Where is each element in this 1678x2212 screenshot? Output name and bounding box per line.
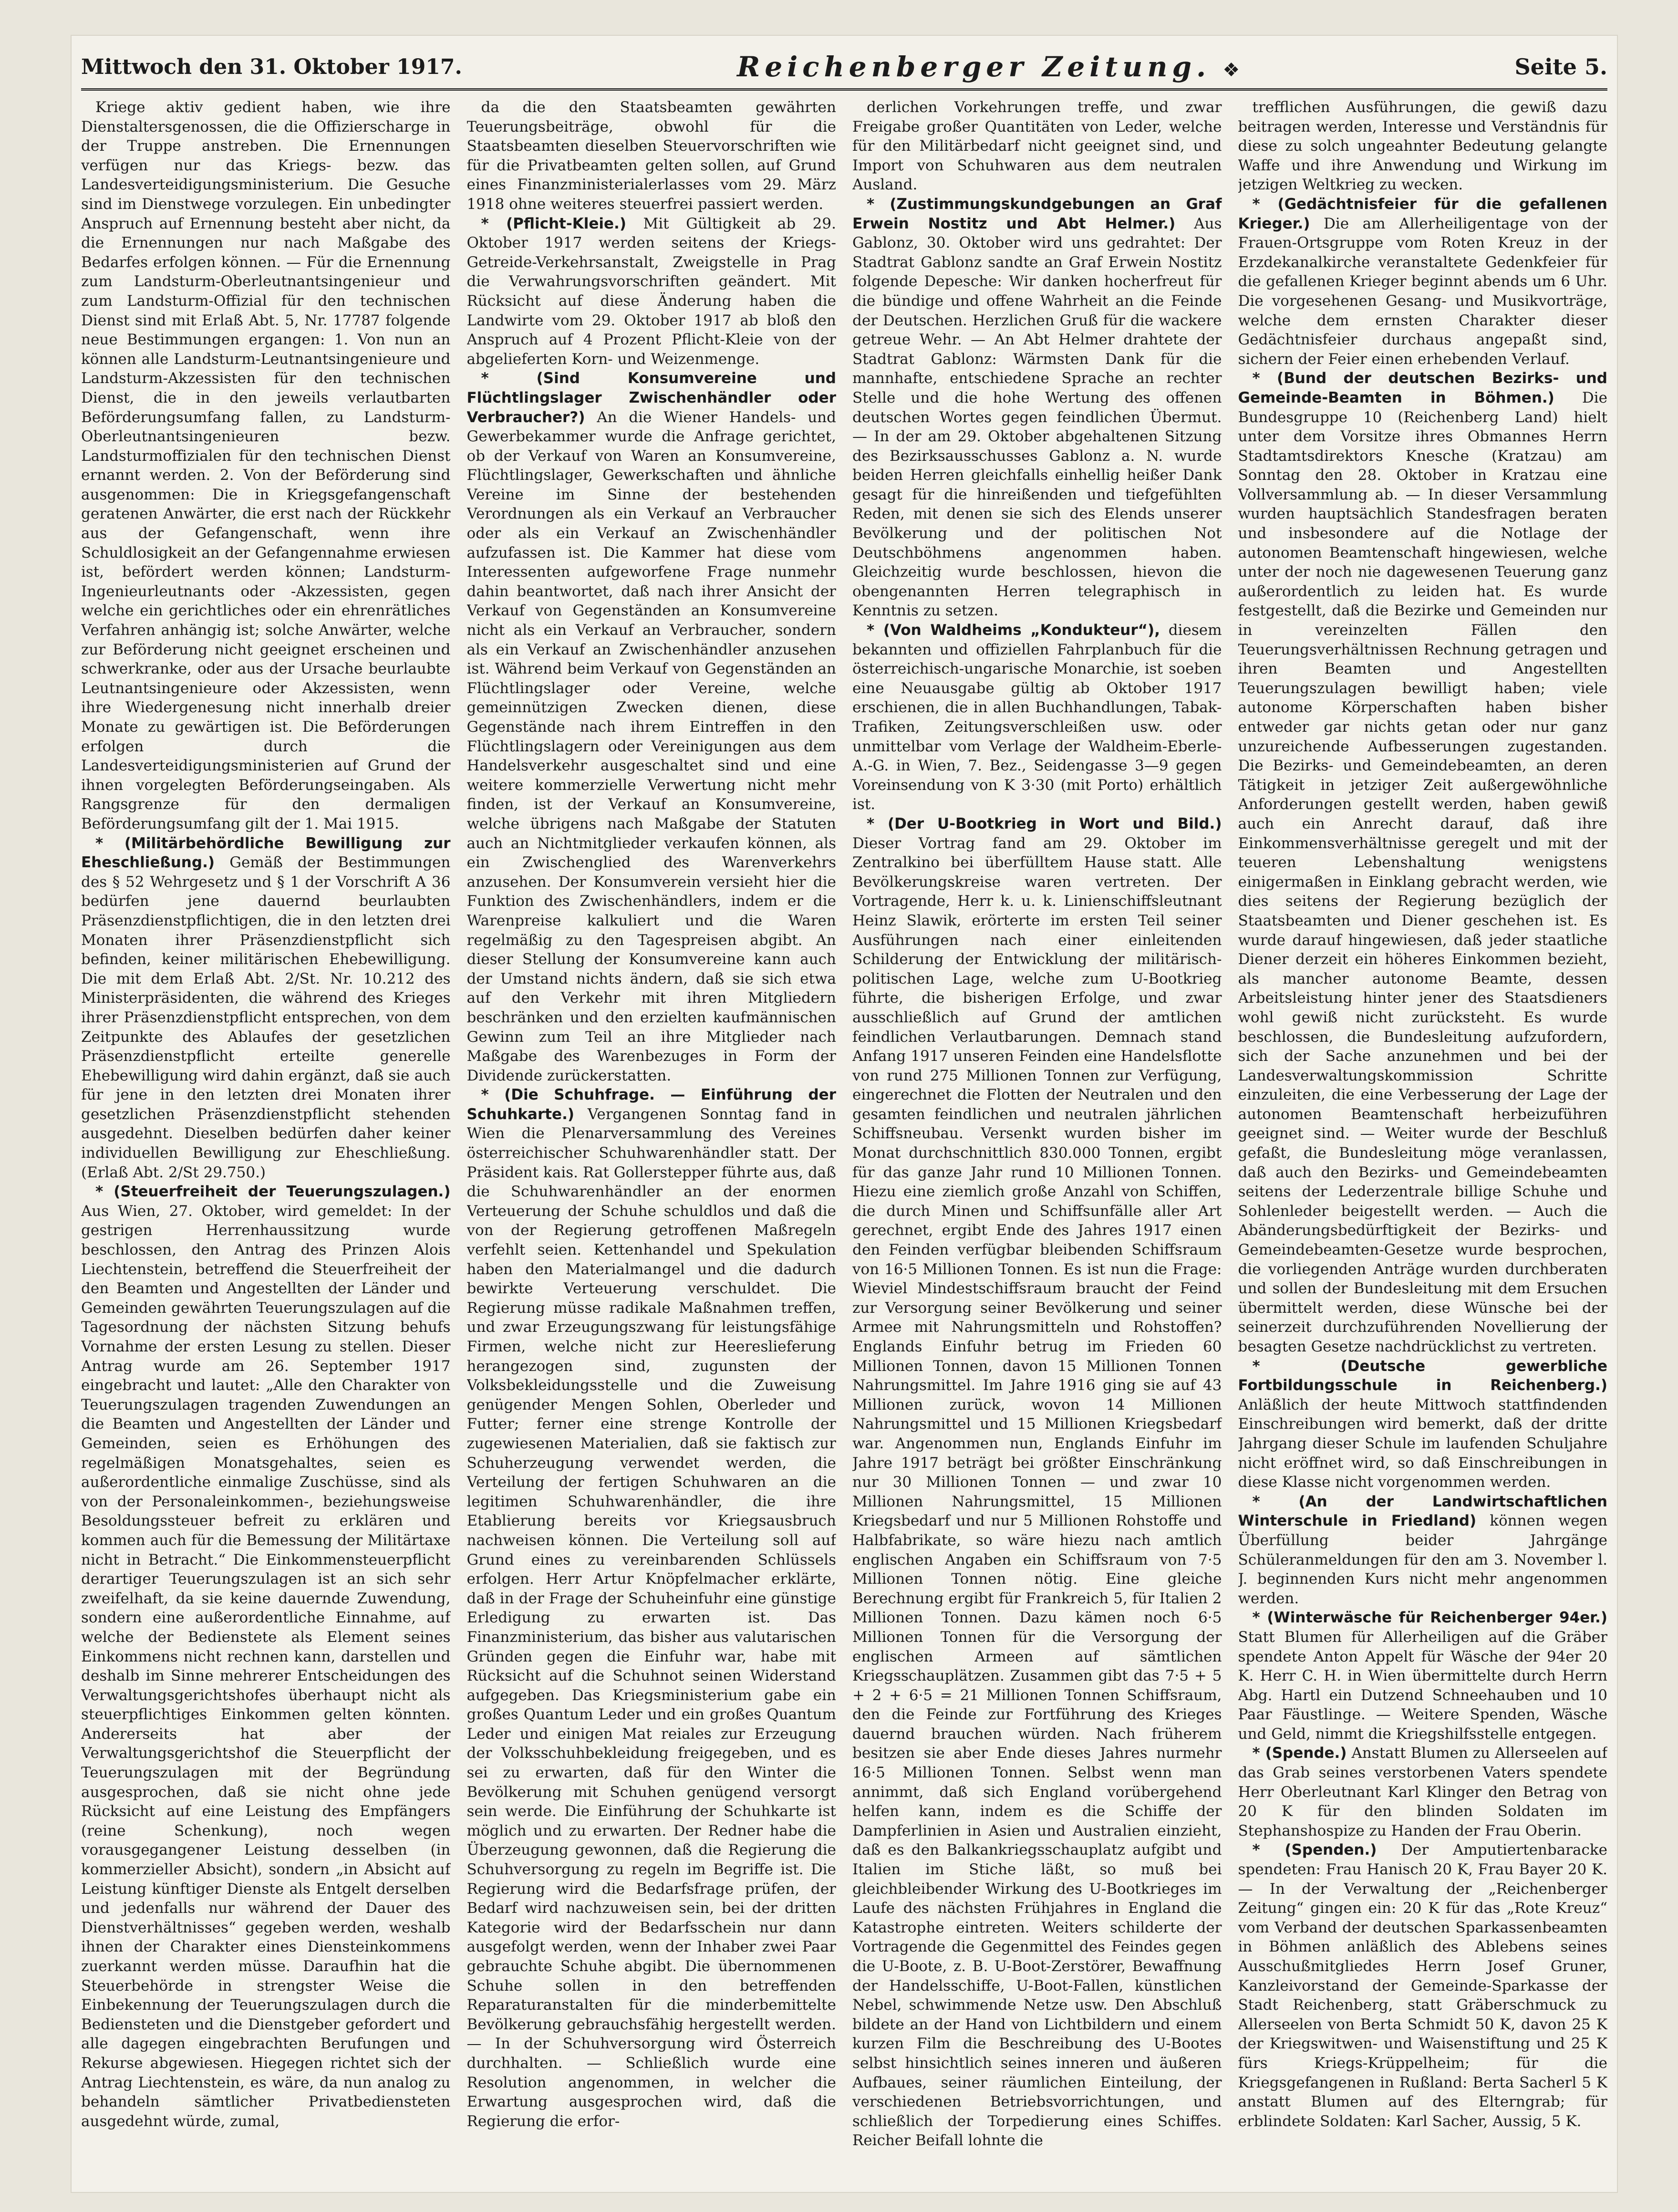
- article-paragraph: [852, 621, 1222, 814]
- article-text: Kriege aktiv gedient haben, wie ihre Dienstaltersgenossen, die die Offizierscharge in der Truppe anstreben. Die Ernennungen verfügen nur das Kriegs- bezw. das Landesverteidigungsministerium. Die Gesuche sind im Dienstwege vorzulegen. Ein unbedingter Anspruch auf Ernennung besteht aber nicht, da die Ernennungen nur nach Maßgabe des Bedarfes erfolgen können. — Für die Ernennung zum Landsturm-Oberleutnantsingenieur und zum Landsturm-Offizial für den technischen Dienst sind mit Erlaß Abt. 5, Nr. 17787 folgende neue Bestimmungen ergangen: 1. Von nun an können alle Landsturm-Leutnantsingenieure und Landsturm-Akzessisten für den technischen Dienst, die in den jeweils verlautbarten Beförderungsumfang fallen, zu Landsturm-Oberleutnantsingenieuren bezw. Landsturmoffizialen für den technischen Dienst ernannt werden. 2. Von der Beförderung sind ausgenommen: Die in Kriegsgefangenschaft geratenen Anwärter, die erst nach der Rückkehr aus der Gefangenschaft, wenn ihre Schuldlosigkeit an der Gefangennahme erwiesen ist, befördert werden können; Landsturm-Ingenieurleutnants oder -Akzessisten, gegen welche ein gerichtliches oder ein ehrenrätliches Verfahren anhängig ist; solche Anwärter, welche zur Beförderung nicht geeignet erscheinen und schwerkranke, oder aus der Ursache beurlaubte Leutnantsingenieure oder Akzessisten, wenn ihre Wiedergenesung nicht innerhalb dreier Monate zu gewärtigen ist. Die Beförderungen erfolgen durch die Landesverteidigungsministerien auf Grund der ihnen vorgelegten Beförderungseingaben. Als Rangsgrenze für den dermaligen Beförderungsumfang gilt der 1. Mai 1915.: [81, 99, 451, 832]
- article-text: Die am Allerheiligentage von der Frauen-Ortsgruppe vom Roten Kreuz in der Erzdekanalkirche veranstaltete Gedenkfeier für die gefallenen Krieger beginnt abends um 6 Uhr. Die vorgesehenen Gesang- und Musikvorträge, welche dem ernsten Charakter dieser Gedächtnisfeier durchaus angepaßt sind, sichern der Feier einen erhebenden Verlauf.: [1238, 215, 1607, 368]
- article-text: Dieser Vortrag fand am 29. Oktober im Zentralkino bei überfülltem Hause statt. Alle Bevölkerungskreise waren vertreten. Der Vortragende, Herr k. u. k. Linienschiffsleutnant Heinz Slawik, erörterte im ersten Teil seiner Ausführungen nach einer einleitenden Schilderung der Entwicklung der militärisch-politischen Lage, welche zum U-Bootkrieg führte, die bisherigen Erfolge, und zwar ausschließlich auf Grund der amtlichen feindlichen Verlautbarungen. Demnach stand Anfang 1917 unseren Feinden eine Handelsflotte von rund 275 Millionen Tonnen zur Verfügung, eingerechnet die Flotten der Neutralen und den gesamten feindlichen und neutralen jährlichen Schiffsneubau. Versenkt wurden bisher im Monat durchschnittlich 830.000 Tonnen, ergibt für das ganze Jahr rund 10 Millionen Tonnen. Hiezu eine ziemlich große Anzahl von Schiffen, die durch Minen und Schiffsunfälle aller Art gerechnet, ergibt Ende des Jahres 1917 einen den Feinden verfügbar bleibenden Schiffsraum von 16·5 Millionen Tonnen. Es ist nun die Frage: Wieviel Mindestschiffsraum braucht der Feind zur Versorgung seiner Bevölkerung und seiner Armee mit Nahrungsmitteln und Rohstoffen? Englands Einfuhr betrug im Frieden 60 Millionen Tonnen, davon 15 Millionen Tonnen Nahrungsmittel. Im Jahre 1916 ging sie auf 43 Millionen zurück, wovon 14 Millionen Nahrungsmittel und 15 Millionen Kriegsbedarf war. Angenommen nun, Englands Einfuhr im Jahre 1917 beträgt bei größter Einschränkung nur 30 Millionen Tonnen — und zwar 10 Millionen Nahrungsmittel, 15 Millionen Kriegsbedarf und nur 5 Millionen Rohstoffe und Halbfabrikate, so wäre hiezu nach amtlich englischen Angaben ein Schiffsraum von 7·5 Millionen Tonnen nötig. Eine gleiche Berechnung ergibt für Frankreich 5, für Italien 2 Millionen Tonnen. Dazu kämen noch 6·5 Millionen Tonnen für die Versorgung der englischen Armeen auf sämtlichen Kriegsschauplätzen. Zusammen gibt das 7·5 + 5 + 2 + 6·5 = 21 Millionen Tonnen Schiffsraum, den die Feinde zur Fortführung des Krieges dauernd brauchen würden. Nach früherem besitzen sie aber Ende dieses Jahres nurmehr 16·5 Millionen Tonnen. Selbst wenn man annimmt, daß sich England vorübergehend helfen kann, indem es die Schiffe der Dampferlinien in Asien und Australien einzieht, daß es den Balkankriegsschauplatz aufgibt und Italien im Stiche läßt, so muß bei gleichbleibender Wirkung des U-Bootkrieges im Laufe des nächsten Frühjahres in England die Katastrophe eintreten. Weiters schilderte der Vortragende die Gegenmittel des Feindes gegen die U-Boote, z. B. U-Boot-Zerstörer, Bewaffnung der Handelsschiffe, U-Boot-Fallen, künstlichen Nebel, schwimmende Netze usw. Den Abschluß bildete an der Hand von Lichtbildern und einem kurzen Film die Beschreibung des U-Bootes selbst hinsichtlich seines inneren und äußeren Aufbaues, seiner räumlichen Einteilung, der verschiedenen Betriebsvorrichtungen, und schließlich der Torpedierung eines Schiffes. Reicher Beifall lohnte die: [852, 834, 1222, 2150]
- article-paragraph: [1238, 98, 1608, 195]
- article-headline: * (Spende.): [1252, 1745, 1347, 1762]
- article-paragraph: [1238, 1357, 1608, 1492]
- article-text: Anstatt Blumen zu Allerseelen auf das Grab seines verstorbenen Vaters spendete Herr Oberleutnant Karl Klinger den Betrag von 20 K für den blinden Soldaten im Stephanshospize zu Handen der Frau Oberin.: [1238, 1745, 1607, 1839]
- masthead: [81, 45, 1607, 91]
- article-headline: * (Pflicht-Kleie.): [481, 215, 627, 232]
- article-text: Statt Blumen für Allerheiligen auf die Gräber spendete Anton Appelt für Wäsche der 94er 20 K. Herr C. H. in Wien übermittelte durch Herrn Abg. Hartl ein Dutzend Schneehauben und 10 Paar Fäustlinge. — Weitere Spenden, Wäsche und Geld, nimmt die Kriegshilfsstelle entgegen.: [1238, 1628, 1607, 1743]
- column-2: [467, 98, 837, 2182]
- newspaper-title: Reichenberger Zeitung.: [737, 51, 1211, 83]
- article-paragraph: [852, 195, 1222, 621]
- article-text: da die den Staatsbeamten gewährten Teuerungsbeiträge, obwohl für die Staatsbeamten dieselben Steuervorschriften wie für die Privatbeamten gelten sollen, auf Grund eines Finanzministerialerlasses vom 29. März 1918 ohne weiteres steuerfrei passiert werden.: [466, 99, 836, 213]
- article-paragraph: [81, 834, 451, 1183]
- article-paragraph: [467, 214, 837, 369]
- article-text: diesem bekannten und offiziellen Fahrplanbuch für die österreichisch-ungarische Monarchie, ist soeben eine Neuausgabe gültig ab Oktober 1917 erschienen, die in allen Buchhandlungen, Tabak-Trafiken, Zeitungsverschleißen usw. oder unmittelbar vom Verlage der Waldheim-Eberle-A.-G. in Wien, 7. Bez., Seidengasse 3—9 gegen Voreinsendung von K 3·30 (mit Porto) erhältlich ist.: [852, 622, 1222, 813]
- article-headline: * (Sind Konsumvereine und Flüchtlingslager Zwischenhändler oder Verbraucher?): [466, 370, 836, 426]
- article-text: Vergangenen Sonntag fand in Wien die Plenarversammlung des Vereines österreichischer Schuhwarenhändler statt. Der Präsident kais. Rat Gollerstepper führte aus, daß die Schuhwarenhändler an der enormen Verteuerung der Schuhe schuldlos und daß die von der Regierung getroffenen Maßregeln verfehlt seien. Kettenhandel und Spekulation haben den Materialmangel und die dadurch bewirkte Verteuerung verschuldet. Die Regierung müsse radikale Maßnahmen treffen, und zwar Erzeugungszwang für leistungsfähige Firmen, welche nicht zur Heereslieferung herangezogen sind, zugunsten der Volksbekleidungsstelle und die Zuweisung genügender Mengen Sohlen, Oberleder und Futter; ferner eine strenge Kontrolle der zugewiesenen Materialien, daß sie faktisch zur Schuherzeugung verwendet werden, die Verteilung der fertigen Schuhwaren an die legitimen Schuhwarenhändler, die ihre Etablierung bereits vor Kriegsausbruch nachweisen können. Die Verteilung soll auf Grund eines zu vereinbarenden Schlüssels erfolgen. Herr Artur Knöpfelmacher erklärte, daß in der Frage der Schuheinfuhr eine günstige Erledigung zu erwarten ist. Das Finanzministerium, das bisher aus valutarischen Gründen gegen die Einfuhr war, habe mit Rücksicht auf die Schuhnot seinen Widerstand aufgegeben. Das Kriegsministerium gabe ein großes Quantum Leder und ein großes Quantum Leder und einigen Mat reiales zur Erzeugung der Volksschuhbekleidung freigegeben, und es sei zu erwarten, daß für den Winter die Bevölkerung mit Schuhen genügend versorgt sein werde. Die Einführung der Schuhkarte ist möglich und zu erwarten. Der Redner habe die Überzeugung gewonnen, daß die Regierung die Schuhversorgung zu regeln im Begriffe ist. Die Regierung wird die Bedarfsfrage prüfen, der Bedarf wird nachzuweisen sein, bei der dritten Kategorie wird der Bedarfsschein nur dann ausgefolgt werden, wenn der Inhaber zwei Paar gebrauchte Schuhe abgibt. Die übernommenen Schuhe sollen in den betreffenden Reparaturanstalten für die minderbemittelte Bevölkerung gebrauchsfähig hergestellt werden. — In der Schuhversorgung wird Österreich durchhalten. — Schließlich wurde eine Resolution angenommen, in welcher die Erwartung ausgesprochen wird, daß die Regierung die erfor-: [466, 1105, 836, 2130]
- article-headline: * (Steuerfreiheit der Teuerungszulagen.): [95, 1183, 451, 1201]
- article-paragraph: [852, 814, 1222, 2150]
- article-headline: * (Die Schuhfrage. — Einführung der Schuhkarte.): [466, 1086, 836, 1123]
- article-headline: * (Bund der deutschen Bezirks- und Gemeinde-Beamten in Böhmen.): [1238, 370, 1607, 406]
- article-paragraph: [467, 98, 837, 214]
- article-text: Gemäß der Bestimmungen des § 52 Wehrgesetz und § 1 der Vorschrift A 36 bedürfen jene dauernd beurlaubten Präsenzdienstpflichtigen, die in den letzten drei Monaten ihrer Präsenzdienstpflicht sich befinden, keiner militärischen Ehebewilligung. Die mit dem Erlaß Abt. 2/St. Nr. 10.212 des Ministerpräsidenten, die während des Krieges ihrer Präsenzdienstpflicht entsprechen, von dem Zeitpunkte des Ablaufes der gesetzlichen Präsenzdienstpflicht erteilte generelle Ehebewilligung wird dahin ergänzt, daß sie auch für jene in den letzten drei Monaten ihrer gesetzlichen Präsenzdienstpflicht stehenden ausgedehnt. Dieselben bedürfen daher keiner individuellen Bewilligung zur Eheschließung. (Erlaß Abt. 2/St 29.750.): [81, 854, 451, 1181]
- article-paragraph: [1238, 1744, 1608, 1840]
- article-text: Aus Gablonz, 30. Oktober wird uns gedrahtet: Der Stadtrat Gablonz sandte an Graf Erwein Nostitz folgende Depesche: Wir danken hocherfreut für die bündige und offene Wahrheit an die Feinde der Deutschen. Herzlichen Gruß für die wackere getreue Wehr. — An Abt Helmer drahtete der Stadtrat Gablonz: Wärmsten Dank für die mannhafte, entschiedene Sprache an rechter Stelle und die hohe Wertung des offenen deutschen Wortes gegen feindlichen Übermut. — In der am 29. Oktober abgehaltenen Sitzung des Bezirksausschusses Gablonz a. N. wurde beiden Herren gleichfalls einhellig heißer Dank gesagt für die hinreißenden und tiefgefühlten Reden, mit denen sie sich des Elends unserer Bevölkerung und der politischen Not Deutschböhmens angenommen haben. Gleichzeitig wurde beschlossen, hievon die obengenannten Herren telegraphisch in Kenntnis zu setzen.: [852, 215, 1222, 620]
- article-paragraph: [1238, 1608, 1608, 1744]
- column-3: [852, 98, 1222, 2182]
- article-headline: * (Deutsche gewerbliche Fortbildungsschule in Reichenberg.): [1238, 1357, 1607, 1394]
- article-paragraph: [81, 1182, 451, 2131]
- article-headline: * (Der U-Bootkrieg in Wort und Bild.): [867, 815, 1222, 832]
- article-paragraph: [467, 369, 837, 1085]
- article-paragraph: [1238, 1492, 1608, 1609]
- article-headline: * (Von Waldheims „Kondukteur“),: [867, 622, 1160, 639]
- article-text: derlichen Vorkehrungen treffe, und zwar Freigabe großer Quantitäten von Leder, welche für den Militärbedarf nicht geeignet sind, und Import von Schuhwaren aus dem neutralen Ausland.: [852, 99, 1222, 194]
- article-headline: * (Spenden.): [1252, 1841, 1377, 1859]
- article-text: Mit Gültigkeit ab 29. Oktober 1917 werden seitens der Kriegs-Getreide-Verkehrsanstalt, Zweigstelle in Prag die Verwahrungsvorschriften geändert. Mit Rücksicht auf diese Änderung haben die Landwirte vom 29. Oktober 1917 ab bloß den Anspruch auf 4 Prozent Pflicht-Kleie von der abgelieferten Korn- und Weizenmenge.: [466, 215, 836, 368]
- article-columns: [81, 98, 1607, 2182]
- article-headline: * (Militärbehördliche Bewilligung zur Eheschließung.): [81, 834, 451, 872]
- article-text: trefflichen Ausführungen, die gewiß dazu beitragen werden, Interesse und Verständnis für diese zu solch ungeahnter Bedeutung gelangte Waffe und ihre Anwendung und Wirkung im jetzigen Weltkrieg zu wecken.: [1238, 99, 1607, 194]
- column-1: [81, 98, 451, 2182]
- article-text: Der Amputiertenbaracke spendeten: Frau Hanisch 20 K, Frau Bayer 20 K. — In der Verwaltung der „Reichenberger Zeitung“ gingen ein: 20 K für das „Rote Kreuz“ vom Verband der deutschen Sparkassenbeamten in Böhmen anläßlich des Ablebens seines Ausschußmitgliedes Herrn Josef Gruner, Kanzleivorstand der Gemeinde-Sparkasse der Stadt Reichenberg, statt Gräberschmuck zu Allerseelen von Berta Schmidt 50 K, davon 25 K der Kriegswitwen- und Waisenstiftung und 25 K fürs Kriegs-Krüppelheim; für die Kriegsgefangenen in Rußland: Berta Sacherl 5 K anstatt Blumen auf des Elterngrab; für erblindete Soldaten: Karl Sacher, Aussig, 5 K.: [1238, 1841, 1607, 2130]
- ornament-icon: ❖: [1222, 59, 1240, 81]
- article-headline: * (Winterwäsche für Reichenberger 94er.): [1252, 1609, 1607, 1627]
- article-paragraph: [852, 98, 1222, 195]
- article-text: Die Bundesgruppe 10 (Reichenberg Land) hielt unter dem Vorsitze ihres Obmannes Herrn Stadtamtsdirektors Knesche (Kratzau) am Sonntag den 28. Oktober in Kratzau eine Vollversammlung ab. — In dieser Versammlung wurden hauptsächlich Standesfragen beraten und insbesondere auf die Notlage der autonomen Beamtenschaft hingewiesen, welche unter der noch nie dagewesenen Teuerung ganz außerordentlich zu leiden hat. Es wurde festgestellt, daß die Bezirke und Gemeinden nur in vereinzelten Fällen den Teuerungsverhältnissen Rechnung getragen und ihren Beamten und Angestellten Teuerungszulagen bewilligt haben; viele autonome Körperschaften haben bisher entweder gar nichts getan oder nur ganz unzureichende Aufbesserungen zugestanden. Die Bezirks- und Gemeindebeamten, an deren Tätigkeit in jetziger Zeit außergewöhnliche Anforderungen gestellt werden, haben gewiß auch ein Anrecht darauf, daß ihre Einkommensverhältnisse geregelt und mit der teueren Lebenshaltung wenigstens einigermaßen in Einklang gebracht werden, wie dies seitens der Regierung bezüglich der Staatsbeamten und Diener geschehen ist. Es wurde darauf hingewiesen, daß jeder staatliche Diener derzeit ein höheres Einkommen bezieht, als mancher autonome Beamte, dessen Arbeitsleistung hinter jener des Staatsdieners wohl gewiß nicht zurücksteht. Es wurde beschlossen, die Bundesleitung aufzufordern, sich der Sache anzunehmen und bei der Landesverwaltungskommission Schritte einzuleiten, die eine Verbesserung der Lage der autonomen Beamtenschaft herbeizuführen geeignet sind. — Weiter wurde der Beschluß gefaßt, die Bundesleitung möge veranlassen, daß auch den Bezirks- und Gemeindebeamten seitens der Lederzentrale billige Schuhe und Sohlenleder beigestellt werden. — Auch die Abänderungsbedürftigkeit der Bezirks- und Gemeindebeamten-Gesetze wurde besprochen, die vorliegenden Anträge wurden durchberaten und sollen der Bundesleitung mit dem Ersuchen übermittelt werden, diese Wünsche bei der seinerzeit durchzuführenden Novellierung der besagten Gesetze nachdrücklichst zu vertreten.: [1238, 389, 1607, 1355]
- newspaper-page: [72, 36, 1617, 2192]
- page-number: Seite 5.: [1514, 54, 1607, 80]
- article-text: An die Wiener Handels- und Gewerbekammer wurde die Anfrage gerichtet, ob der Verkauf von Waren an Konsumvereine, Flüchtlingslager, Gewerkschaften und ähnliche Vereine im Sinne der bestehenden Verordnungen als ein Verkauf an Verbraucher oder als ein Verkauf an Zwischenhändler aufzufassen ist. Die Kammer hat diese vom Interessenten aufgeworfene Frage nunmehr dahin beantwortet, daß nach ihrer Ansicht der Verkauf von Gegenständen an Konsumvereine nicht als ein Verkauf an Verbraucher, sondern als ein Verkauf an Zwischenhändler anzusehen ist. Während beim Verkauf von Gegenständen an Flüchtlingslager oder Vereine, welche gemeinnützigen Zwecken dienen, diese Gegenstände nach ihrem Eintreffen in den Flüchtlingslagern oder Vereinigungen aus dem Handelsverkehr ausgeschaltet sind und eine weitere kommerzielle Verwertung nicht mehr finden, ist der Verkauf an Konsumvereine, welche übrigens nach Maßgabe der Statuten auch an Nichtmitglieder verkaufen können, als ein Zwischenglied des Warenverkehrs anzusehen. Der Konsumverein versieht hier die Funktion des Zwischenhändlers, indem er die Warenpreise kalkuliert und die Waren regelmäßig zu den Tagespreisen abgibt. An dieser Stellung der Konsumvereine kann auch der Umstand nichts ändern, daß sie sich etwa auf den Verkehr mit ihren Mitgliedern beschränken und den erzielten kaufmännischen Gewinn zum Teil an ihre Mitglieder nach Maßgabe des Warenbezuges in Form der Dividende zurückerstatten.: [466, 408, 836, 1084]
- article-text: Aus Wien, 27. Oktober, wird gemeldet: In der gestrigen Herrenhaussitzung wurde beschlossen, den Antrag des Prinzen Alois Liechtenstein, betreffend die Steuerfreiheit der den Beamten und Angestellten der Länder und Gemeinden gewährten Teuerungszulagen auf die Tagesordnung der nächsten Sitzung behufs Vornahme der ersten Lesung zu stellen. Dieser Antrag wurde am 26. September 1917 eingebracht und lautet: „Alle den Charakter von Teuerungszulagen tragenden Zuwendungen an die Beamten und Angestellten der Länder und Gemeinden, seien es Erhöhungen des regelmäßigen Monatsgehaltes, seien es außerordentliche einmalige Zuschüsse, sind als von der Personaleinkommen-, beziehungsweise Besoldungssteuer befreit zu erklären und kommen auch für die Bemessung der Militärtaxe nicht in Betracht.“ Die Einkommensteuerpflicht derartiger Teuerungszulagen ist an sich sehr zweifelhaft, da sie keine dauernde Zuwendung, sondern eine außerordentliche Einnahme, auf welche der Bedienstete als Element seines Einkommens nicht rechnen kann, darstellen und deshalb im Sinne mehrerer Entscheidungen des Verwaltungsgerichtshofes überhaupt nicht als steuerpflichtiges Einkommen gelten könnten. Andererseits hat aber der Verwaltungsgerichtshof die Steuerpflicht der Teuerungszulagen mit der Begründung ausgesprochen, daß sie nicht ohne jede Rücksicht auf eine Leistung des Empfängers (reine Schenkung), noch wegen vorausgegangener Leistung desselben (in kommerzieller Absicht), sondern „in Absicht auf Leistung künftiger Dienste als Entgelt derselben und jedenfalls nur während der Dauer des Dienstverhältnisses“ gegeben werden, weshalb ihnen der Charakter eines Diensteinkommens zuerkannt werden müsse. Daraufhin hat die Steuerbehörde in strengster Weise die Einbekennung der Teuerungszulagen durch die Bediensteten und die Dienstgeber gefordert und alle dagegen eingebrachten Berufungen und Rekurse abgewiesen. Hiegegen richtet sich der Antrag Liechtenstein, es wäre, da nun analog zu behandeln sämtlicher Privatbediensteten ausgedehnt würde, zumal,: [81, 1202, 451, 2130]
- article-paragraph: [1238, 195, 1608, 369]
- article-headline: * (An der Landwirtschaftlichen Winterschule in Friedland): [1238, 1493, 1607, 1530]
- article-headline: * (Zustimmungskundgebungen an Graf Erwein Nostitz und Abt Helmer.): [852, 195, 1222, 232]
- article-text: können wegen Überfüllung beider Jahrgänge Schüleranmeldungen für den am 3. November l. J. beginnenden Kurs nicht mehr angenommen werden.: [1238, 1512, 1607, 1607]
- column-4: [1238, 98, 1608, 2182]
- article-paragraph: [1238, 369, 1608, 1356]
- issue-date: Mittwoch den 31. Oktober 1917.: [81, 54, 462, 79]
- article-paragraph: [1238, 1840, 1608, 2131]
- article-headline: * (Gedächtnisfeier für die gefallenen Krieger.): [1238, 195, 1607, 232]
- article-paragraph: [467, 1085, 837, 2131]
- masthead-center: [737, 51, 1240, 83]
- article-text: Anläßlich der heute Mittwoch stattfindenden Einschreibungen wird bemerkt, daß der dritte Jahrgang dieser Schule im laufenden Schuljahre nicht eröffnet wird, so daß Einschreibungen in diese Klasse nicht vorgenommen werden.: [1238, 1396, 1607, 1491]
- article-paragraph: [81, 98, 451, 834]
